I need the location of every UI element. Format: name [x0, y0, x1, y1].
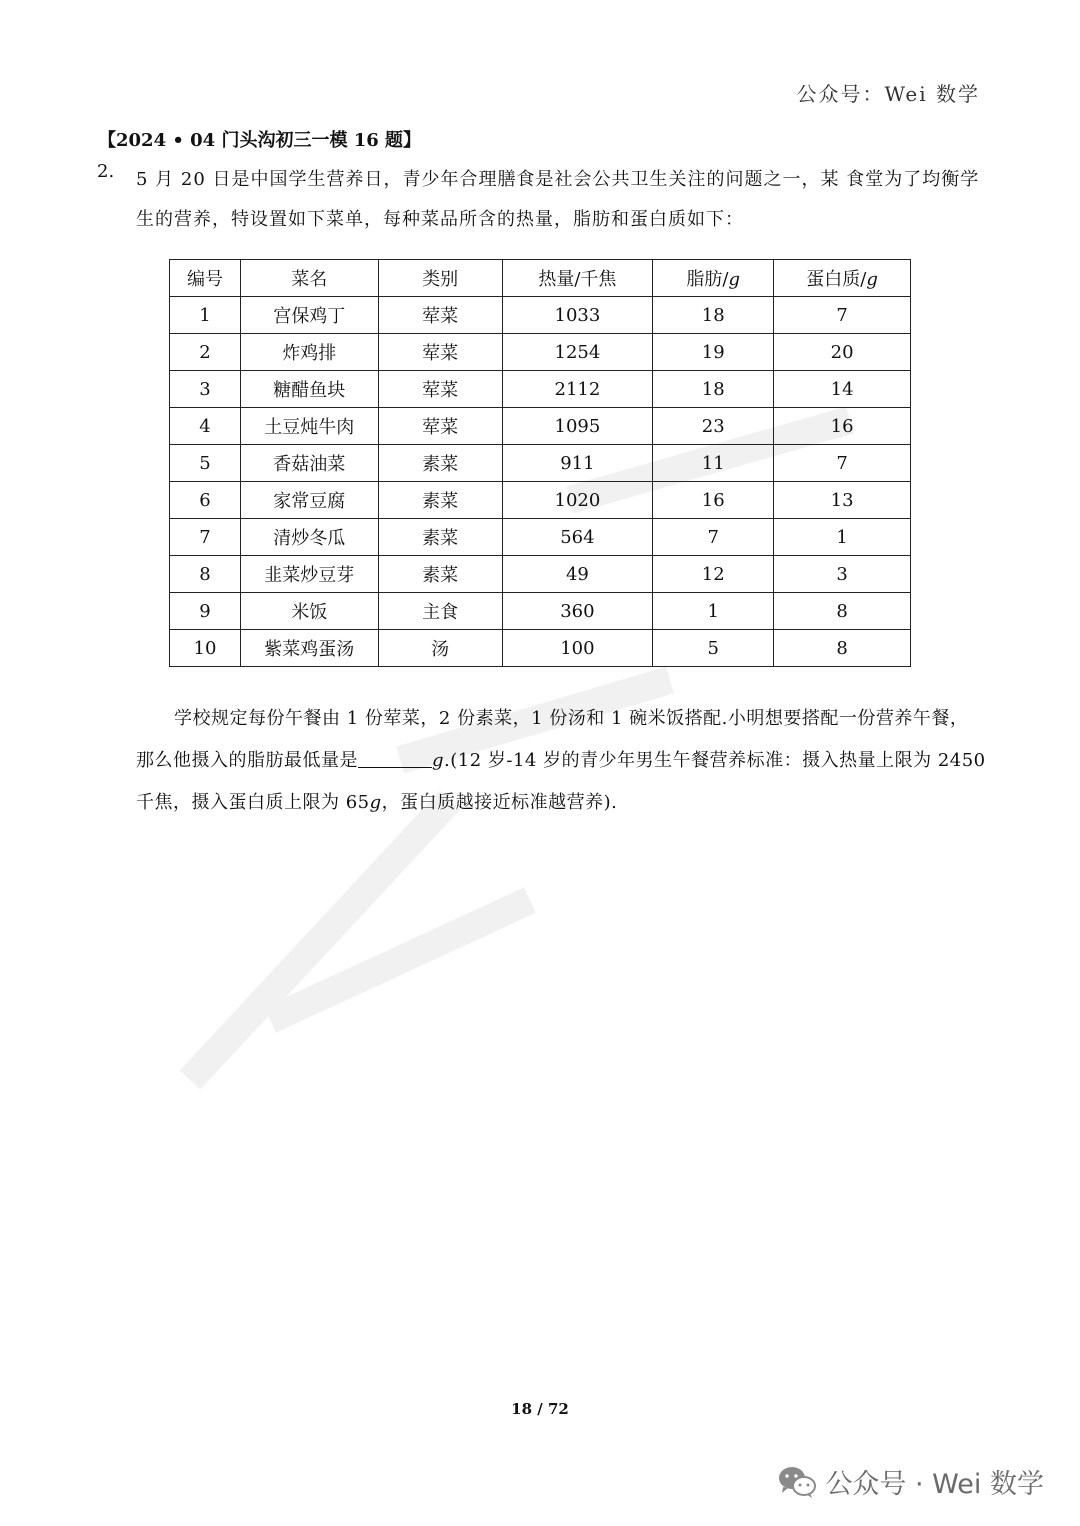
table-row — [170, 445, 911, 482]
cell-category: 荤菜 — [378, 408, 502, 445]
answer-blank — [358, 747, 432, 768]
cell-protein: 13 — [774, 482, 911, 519]
header-energy: 热量/千焦 — [502, 260, 653, 297]
cell-category: 主食 — [378, 593, 502, 630]
cell-protein: 7 — [774, 445, 911, 482]
cell-fat: 7 — [653, 519, 774, 556]
cell-category: 素菜 — [378, 519, 502, 556]
cell-number: 10 — [170, 630, 241, 667]
cell-fat: 11 — [653, 445, 774, 482]
header-protein — [774, 260, 911, 297]
table-row — [170, 297, 911, 334]
menu-table — [169, 259, 911, 667]
table-row — [170, 630, 911, 667]
header-category: 类别 — [378, 260, 502, 297]
cell-category: 素菜 — [378, 445, 502, 482]
cell-dish: 韭菜炒豆芽 — [240, 556, 378, 593]
cell-energy: 1033 — [502, 297, 653, 334]
paragraph-part3: ，蛋白质越接近标准越营养). — [381, 792, 618, 813]
cell-number: 8 — [170, 556, 241, 593]
question-intro-line2: 生的营养，特设置如下菜单，每种菜品所含的热量，脂肪和蛋白质如下： — [136, 209, 744, 230]
cell-energy: 100 — [502, 630, 653, 667]
cell-energy: 911 — [502, 445, 653, 482]
cell-number: 2 — [170, 334, 241, 371]
paragraph-unit-g2: g — [369, 792, 382, 813]
cell-energy: 1020 — [502, 482, 653, 519]
cell-fat: 12 — [653, 556, 774, 593]
paragraph-part1: 学校规定每份午餐由 1 份荤菜，2 份素菜，1 份汤和 1 碗米饭搭配.小明想要搭配一份营养午餐，那么他摄入的脂肪最低量是 — [136, 708, 969, 771]
cell-dish: 米饭 — [240, 593, 378, 630]
question-paragraph — [136, 698, 986, 824]
header-fat — [653, 260, 774, 297]
cell-dish: 清炒冬瓜 — [240, 519, 378, 556]
header-brand: 公众号：Wei 数学 — [796, 82, 980, 106]
cell-number: 6 — [170, 482, 241, 519]
cell-number: 1 — [170, 297, 241, 334]
table-row — [170, 371, 911, 408]
table-header-row — [170, 260, 911, 297]
cell-number: 4 — [170, 408, 241, 445]
cell-fat: 23 — [653, 408, 774, 445]
cell-protein: 20 — [774, 334, 911, 371]
cell-category: 荤菜 — [378, 334, 502, 371]
cell-fat: 18 — [653, 297, 774, 334]
cell-dish: 糖醋鱼块 — [240, 371, 378, 408]
page-number: 18 / 72 — [511, 1400, 569, 1418]
cell-protein: 7 — [774, 297, 911, 334]
cell-category: 荤菜 — [378, 371, 502, 408]
cell-dish: 家常豆腐 — [240, 482, 378, 519]
cell-protein: 8 — [774, 593, 911, 630]
cell-fat: 19 — [653, 334, 774, 371]
cell-energy: 360 — [502, 593, 653, 630]
cell-protein: 1 — [774, 519, 911, 556]
question-number: 2. — [97, 161, 115, 182]
cell-protein: 16 — [774, 408, 911, 445]
cell-protein: 8 — [774, 630, 911, 667]
cell-protein: 14 — [774, 371, 911, 408]
cell-fat: 16 — [653, 482, 774, 519]
cell-category: 素菜 — [378, 482, 502, 519]
cell-dish: 香菇油菜 — [240, 445, 378, 482]
cell-dish: 土豆炖牛肉 — [240, 408, 378, 445]
cell-category: 汤 — [378, 630, 502, 667]
cell-energy: 564 — [502, 519, 653, 556]
cell-number: 3 — [170, 371, 241, 408]
cell-category: 荤菜 — [378, 297, 502, 334]
footer-brand-text: 公众号 · Wei 数学 — [825, 1469, 1044, 1500]
cell-number: 5 — [170, 445, 241, 482]
header-fat-unit: g — [728, 269, 741, 290]
question-source: 【2024 • 04 门头沟初三一模 16 题】 — [98, 130, 422, 151]
question-intro-line1: 5 月 20 日是中国学生营养日，青少年合理膳食是社会公共卫生关注的问题之一，某 食堂为了均衡学 — [136, 169, 980, 190]
wechat-icon — [777, 1465, 817, 1499]
header-protein-unit: g — [866, 269, 878, 290]
table-row — [170, 519, 911, 556]
table-row — [170, 408, 911, 445]
table-row — [170, 593, 911, 630]
paragraph-unit-g: g — [432, 750, 445, 771]
cell-fat: 5 — [653, 630, 774, 667]
paragraph-part2: .(12 岁-14 岁的青少年男生午餐营养标准：摄入热量上限为 2450 千焦，摄入蛋白质上限为 65 — [136, 750, 986, 813]
header-number: 编号 — [170, 260, 241, 297]
question-text — [136, 160, 986, 240]
cell-category: 素菜 — [378, 556, 502, 593]
cell-energy: 1254 — [502, 334, 653, 371]
cell-energy: 49 — [502, 556, 653, 593]
cell-fat: 1 — [653, 593, 774, 630]
header-fat-label: 脂肪/ — [686, 269, 729, 290]
header-protein-label: 蛋白质/ — [806, 269, 867, 290]
cell-energy: 1095 — [502, 408, 653, 445]
table-row — [170, 334, 911, 371]
header-dish: 菜名 — [240, 260, 378, 297]
cell-dish: 炸鸡排 — [240, 334, 378, 371]
cell-number: 7 — [170, 519, 241, 556]
cell-fat: 18 — [653, 371, 774, 408]
cell-number: 9 — [170, 593, 241, 630]
cell-energy: 2112 — [502, 371, 653, 408]
table-row — [170, 482, 911, 519]
cell-dish: 宫保鸡丁 — [240, 297, 378, 334]
cell-protein: 3 — [774, 556, 911, 593]
cell-dish: 紫菜鸡蛋汤 — [240, 630, 378, 667]
footer-brand — [777, 1462, 1044, 1501]
table-row — [170, 556, 911, 593]
